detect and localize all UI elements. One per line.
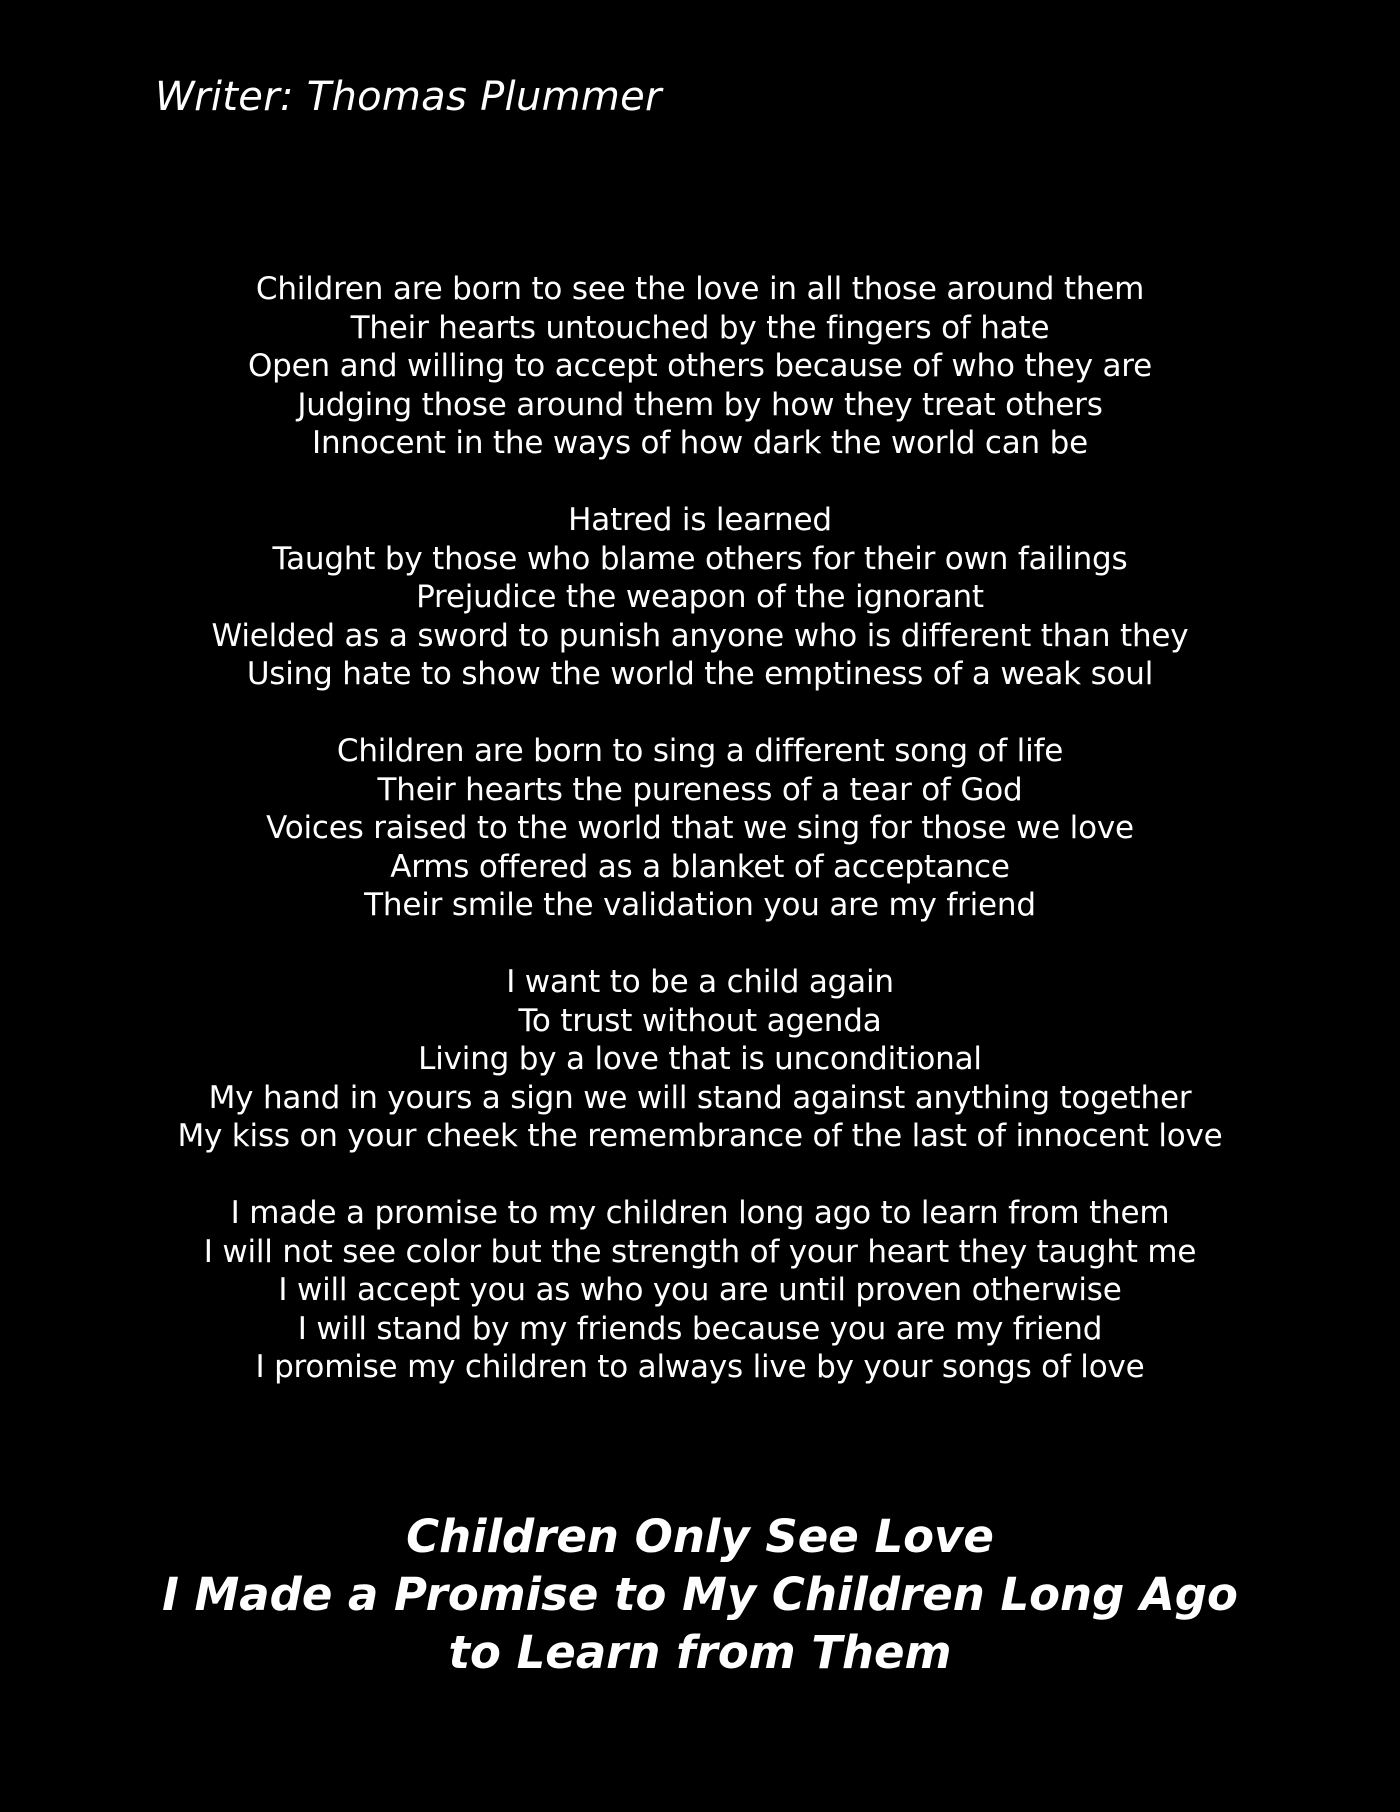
poem-line: Their hearts untouched by the fingers of hate xyxy=(350,309,1050,346)
poem-line: Living by a love that is unconditional xyxy=(418,1041,982,1077)
stanza-5 xyxy=(150,1194,1250,1387)
poem-subtitle: I Made a Promise to My Children Long Ago to Learn from Them xyxy=(162,1568,1238,1679)
poem-line: To trust without agenda xyxy=(518,1002,882,1039)
poem-line: Using hate to show the world the emptiness of a weak soul xyxy=(246,656,1154,692)
poem-line: Hatred is learned xyxy=(568,502,832,538)
stanza-3 xyxy=(150,732,1250,925)
poem-titles xyxy=(140,1508,1260,1682)
poem-line: Innocent in the ways of how dark the world can be xyxy=(312,425,1088,461)
poem-line: My hand in yours a sign we will stand against anything together xyxy=(208,1079,1192,1116)
poem-line: Judging those around them by how they treat others xyxy=(297,386,1103,423)
poem-line: I will stand by my friends because you are my friend xyxy=(297,1310,1103,1347)
poem-line: I will accept you as who you are until proven otherwise xyxy=(278,1272,1122,1308)
poem-line: Their smile the validation you are my friend xyxy=(364,887,1036,923)
poem-line: I made a promise to my children long ago to learn from them xyxy=(230,1195,1170,1231)
stanza-1 xyxy=(150,270,1250,463)
poem-line: My kiss on your cheek the remembrance of the last of innocent love xyxy=(177,1118,1223,1154)
poem-line: Their hearts the pureness of a tear of God xyxy=(377,771,1023,808)
poem-line: Taught by those who blame others for their own failings xyxy=(272,540,1128,577)
poem-line: Open and willing to accept others because of who they are xyxy=(247,348,1153,384)
poem-line: Arms offered as a blanket of acceptance xyxy=(390,848,1010,885)
poem-line: Children are born to sing a different song of life xyxy=(336,733,1064,769)
poem-line: Voices raised to the world that we sing for those we love xyxy=(266,810,1134,846)
writer-credit: Writer: Thomas Plummer xyxy=(155,74,662,120)
poem-line: Prejudice the weapon of the ignorant xyxy=(416,579,984,615)
poem-title: Children Only See Love xyxy=(406,1510,994,1563)
poem-line: Children are born to see the love in all those around them xyxy=(255,271,1145,307)
poem-line: I want to be a child again xyxy=(506,964,894,1000)
stanza-4 xyxy=(150,963,1250,1156)
stanza-2 xyxy=(150,501,1250,694)
poem-line: Wielded as a sword to punish anyone who is different than they xyxy=(211,617,1189,654)
poem-body xyxy=(150,270,1250,1425)
poem-line: I promise my children to always live by your songs of love xyxy=(255,1349,1145,1385)
poem-line: I will not see color but the strength of your heart they taught me xyxy=(203,1233,1197,1270)
